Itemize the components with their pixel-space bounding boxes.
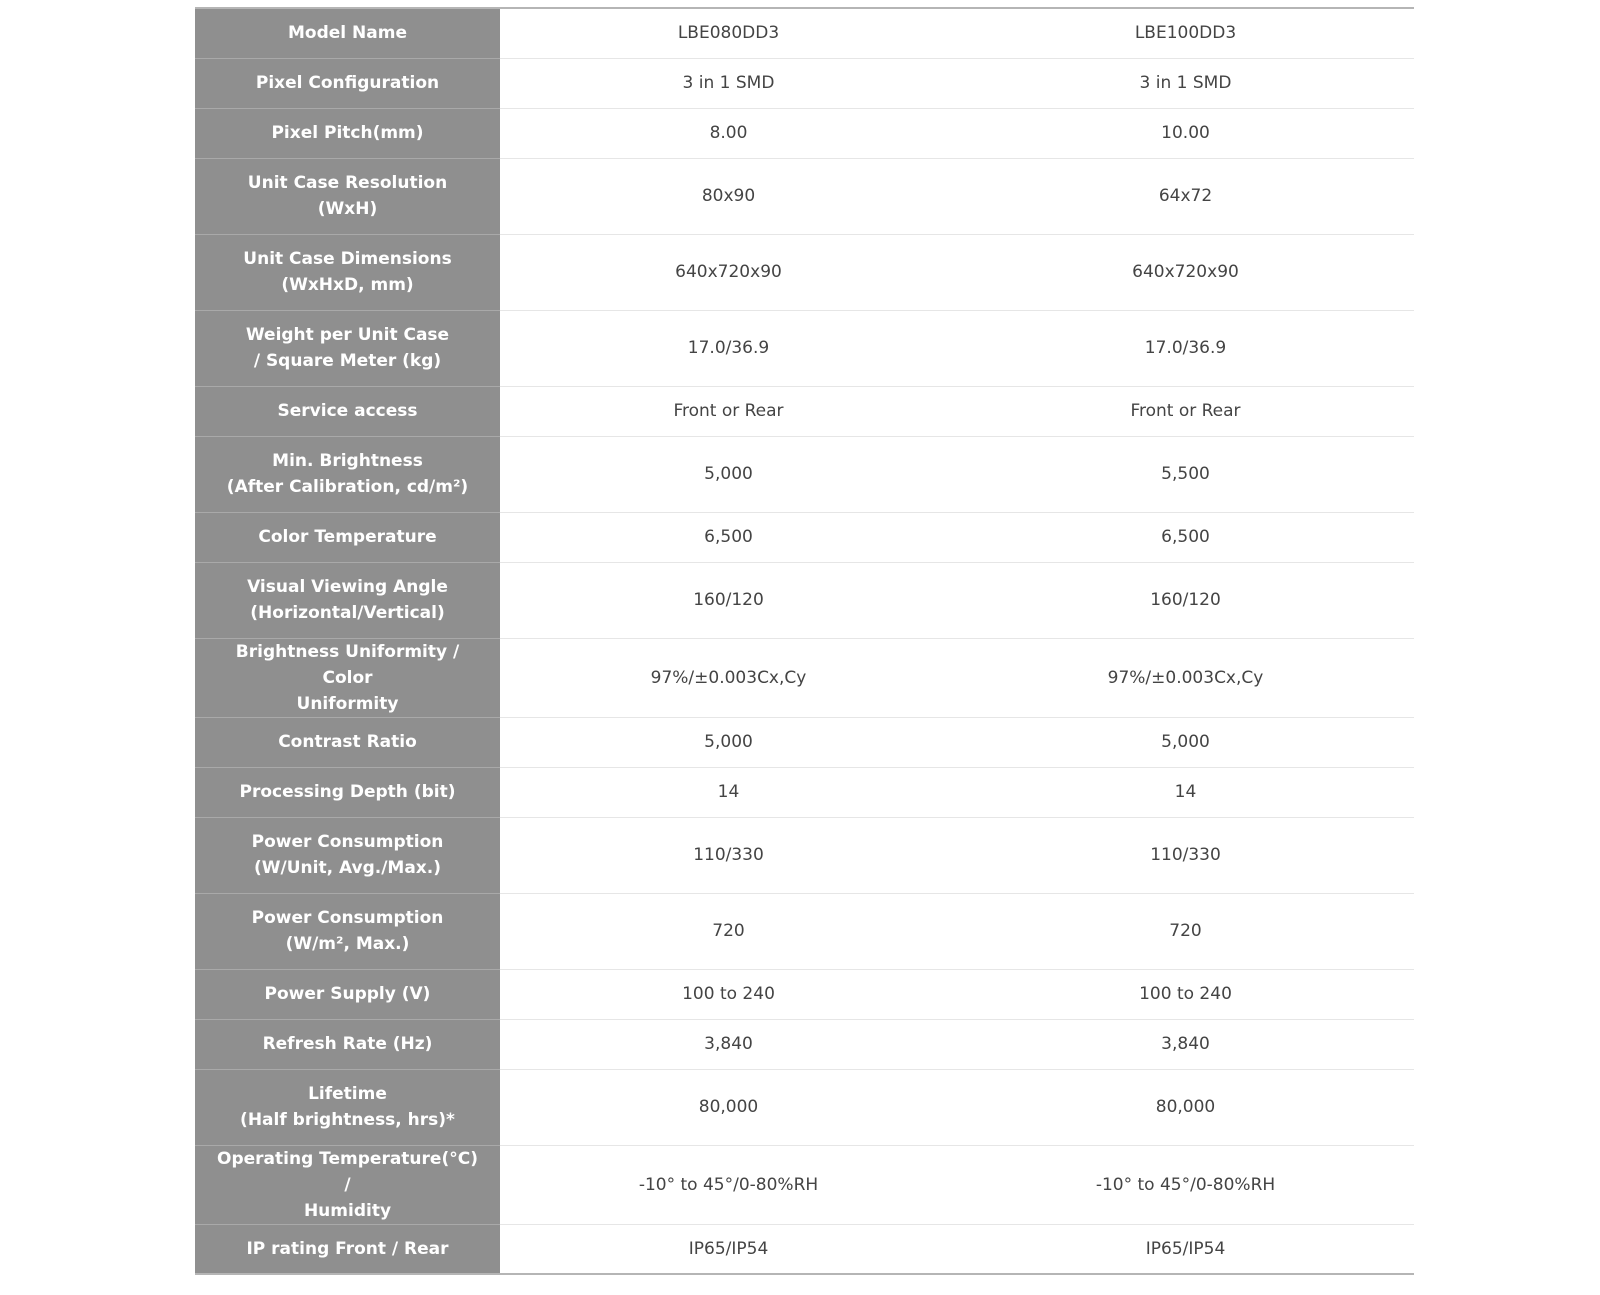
spec-value-col1: LBE080DD3 bbox=[500, 8, 957, 58]
spec-value-col2: 14 bbox=[957, 767, 1414, 817]
spec-value-col2: 3,840 bbox=[957, 1019, 1414, 1069]
spec-row-viewing-angle bbox=[195, 562, 1414, 638]
spec-value-col1: 17.0/36.9 bbox=[500, 310, 957, 386]
spec-value-col2: 5,500 bbox=[957, 436, 1414, 512]
spec-value-col2: 80,000 bbox=[957, 1069, 1414, 1145]
spec-value-col2: 640x720x90 bbox=[957, 234, 1414, 310]
spec-row-unit-case-resolution bbox=[195, 158, 1414, 234]
spec-label: IP rating Front / Rear bbox=[195, 1224, 500, 1274]
spec-row-model-name bbox=[195, 8, 1414, 58]
spec-value-col2: 160/120 bbox=[957, 562, 1414, 638]
spec-value-col1: 5,000 bbox=[500, 717, 957, 767]
spec-row-min-brightness bbox=[195, 436, 1414, 512]
spec-label: Power Consumption (W/Unit, Avg./Max.) bbox=[195, 817, 500, 893]
spec-label: Min. Brightness (After Calibration, cd/m²) bbox=[195, 436, 500, 512]
spec-label: Power Supply (V) bbox=[195, 969, 500, 1019]
spec-label: Lifetime (Half brightness, hrs)* bbox=[195, 1069, 500, 1145]
spec-value-col1: 640x720x90 bbox=[500, 234, 957, 310]
spec-row-operating-temperature bbox=[195, 1145, 1414, 1224]
spec-row-pixel-pitch bbox=[195, 108, 1414, 158]
spec-value-col1: 80x90 bbox=[500, 158, 957, 234]
spec-value-col1: 3,840 bbox=[500, 1019, 957, 1069]
spec-row-contrast-ratio bbox=[195, 717, 1414, 767]
spec-label: Weight per Unit Case / Square Meter (kg) bbox=[195, 310, 500, 386]
spec-label: Contrast Ratio bbox=[195, 717, 500, 767]
spec-label: Unit Case Dimensions (WxHxD, mm) bbox=[195, 234, 500, 310]
spec-table-container bbox=[195, 7, 1414, 1275]
spec-value-col2: LBE100DD3 bbox=[957, 8, 1414, 58]
spec-value-col2: 64x72 bbox=[957, 158, 1414, 234]
spec-label: Brightness Uniformity / Color Uniformity bbox=[195, 638, 500, 717]
spec-label: Refresh Rate (Hz) bbox=[195, 1019, 500, 1069]
spec-row-weight bbox=[195, 310, 1414, 386]
spec-value-col1: 97%/±0.003Cx,Cy bbox=[500, 638, 957, 717]
spec-value-col2: 720 bbox=[957, 893, 1414, 969]
spec-value-col2: 97%/±0.003Cx,Cy bbox=[957, 638, 1414, 717]
spec-label: Processing Depth (bit) bbox=[195, 767, 500, 817]
spec-value-col2: 5,000 bbox=[957, 717, 1414, 767]
spec-value-col2: 10.00 bbox=[957, 108, 1414, 158]
spec-value-col1: 110/330 bbox=[500, 817, 957, 893]
spec-value-col2: 17.0/36.9 bbox=[957, 310, 1414, 386]
spec-label: Power Consumption (W/m², Max.) bbox=[195, 893, 500, 969]
spec-table bbox=[195, 7, 1414, 1275]
spec-row-power-consumption-m2 bbox=[195, 893, 1414, 969]
spec-row-ip-rating bbox=[195, 1224, 1414, 1274]
spec-value-col1: IP65/IP54 bbox=[688, 1238, 769, 1259]
spec-value-col1: 160/120 bbox=[500, 562, 957, 638]
spec-value-col2: 3 in 1 SMD bbox=[957, 58, 1414, 108]
spec-label: Visual Viewing Angle (Horizontal/Vertical) bbox=[195, 562, 500, 638]
spec-value-col2: 100 to 240 bbox=[957, 969, 1414, 1019]
spec-value-col2: Front or Rear bbox=[957, 386, 1414, 436]
spec-label: Pixel Configuration bbox=[195, 58, 500, 108]
spec-row-processing-depth bbox=[195, 767, 1414, 817]
spec-label: Unit Case Resolution (WxH) bbox=[195, 158, 500, 234]
spec-value-col1: 14 bbox=[500, 767, 957, 817]
spec-value-col1: 3 in 1 SMD bbox=[500, 58, 957, 108]
spec-label: Pixel Pitch(mm) bbox=[195, 108, 500, 158]
spec-row-service-access bbox=[195, 386, 1414, 436]
spec-label: Color Temperature bbox=[195, 512, 500, 562]
spec-row-lifetime bbox=[195, 1069, 1414, 1145]
spec-row-power-supply bbox=[195, 969, 1414, 1019]
spec-value-col1: Front or Rear bbox=[500, 386, 957, 436]
spec-value-col1: -10° to 45°/0-80%RH bbox=[500, 1145, 957, 1224]
spec-row-unit-case-dimensions bbox=[195, 234, 1414, 310]
spec-value-col1: 8.00 bbox=[500, 108, 957, 158]
spec-value-col2: -10° to 45°/0-80%RH bbox=[957, 1145, 1414, 1224]
spec-row-uniformity bbox=[195, 638, 1414, 717]
spec-label: Operating Temperature(°C) / Humidity bbox=[195, 1145, 500, 1224]
spec-label: Model Name bbox=[195, 8, 500, 58]
spec-row-color-temperature bbox=[195, 512, 1414, 562]
spec-row-power-consumption-unit bbox=[195, 817, 1414, 893]
spec-value-col1: 6,500 bbox=[500, 512, 957, 562]
spec-value-col1: 5,000 bbox=[500, 436, 957, 512]
spec-row-refresh-rate bbox=[195, 1019, 1414, 1069]
spec-value-col2: 110/330 bbox=[957, 817, 1414, 893]
spec-value-col1: 720 bbox=[500, 893, 957, 969]
spec-label: Service access bbox=[195, 386, 500, 436]
spec-value-col2: 6,500 bbox=[957, 512, 1414, 562]
spec-value-col2: IP65/IP54 bbox=[1145, 1238, 1226, 1259]
spec-value-col1: 80,000 bbox=[500, 1069, 957, 1145]
spec-row-pixel-configuration bbox=[195, 58, 1414, 108]
spec-value-col1: 100 to 240 bbox=[500, 969, 957, 1019]
